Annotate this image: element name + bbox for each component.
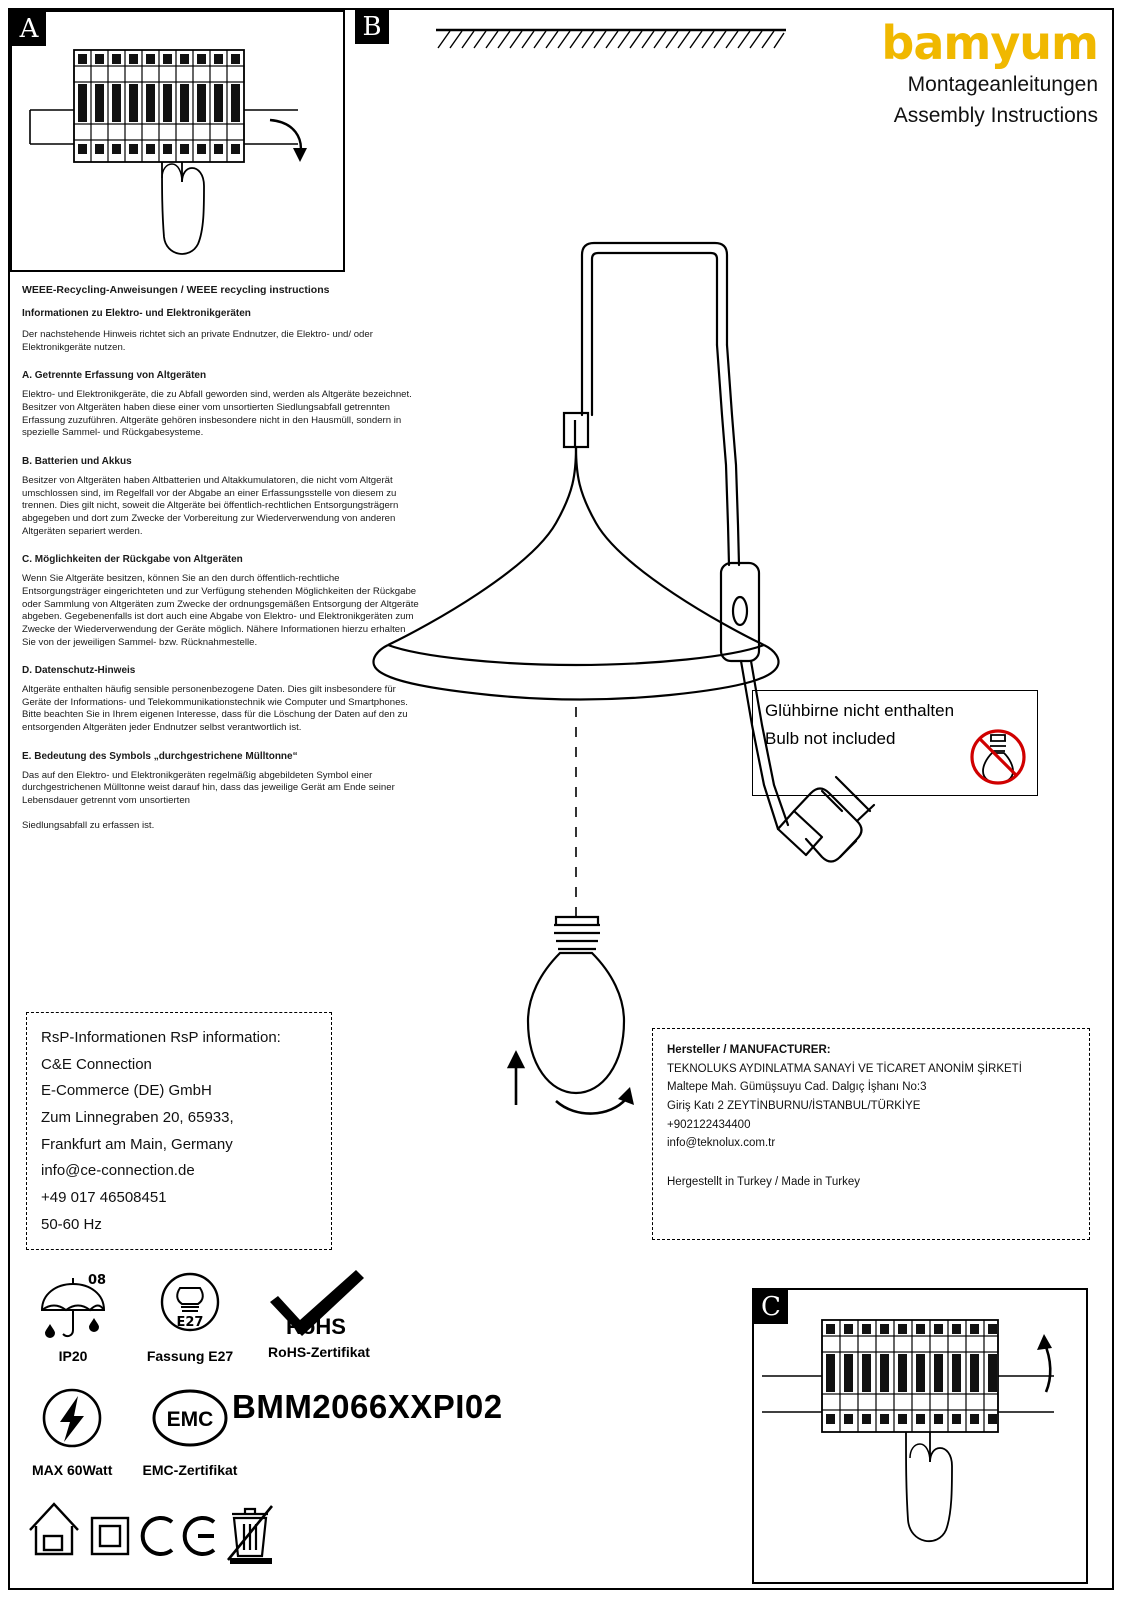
weee-section-d-title: D. Datenschutz-Hinweis <box>22 665 136 677</box>
weee-title: WEEE-Recycling-Anweisungen / WEEE recycling instructions <box>22 284 330 296</box>
rsp-line-4: Frankfurt am Main, Germany <box>41 1135 233 1153</box>
cert-e27-caption: Fassung E27 <box>146 1348 234 1364</box>
weee-section-b-body: Besitzer von Altgeräten haben Altbatterien und Altakkumulatoren, die nicht vom Altgerät umschlossen sind, im Regelfall vor der Abgabe an einer Erfassungsstelle von diesem zu trennen. Dies gilt nicht, soweit die Altgeräte bei öffentlich-rechtlichen Entsorgungsträgern abgegeben und dort zum Zwecke der Vorbereitung zur Wiederverwendung von anderen Altgeräten separiert werden. <box>22 474 399 537</box>
cert-emc-caption: EMC-Zertifikat <box>142 1462 238 1478</box>
svg-text:EMC: EMC <box>166 1408 214 1431</box>
weee-section-a-body: Elektro- und Elektronikgeräte, die zu Abfall geworden sind, werden als Altgeräte bezeichnet. Besitzer von Altgeräten haben diese einer vom unsortierten Siedlungsabfall getrennten Erfassung zuzuführen. Altgeräte gehören insbesondere nicht in den Hausmüll, sondern in spezielle Sammel- und Rückgabesysteme. <box>22 389 412 439</box>
manufacturer-label: Hersteller / MANUFACTURER: <box>667 1044 831 1056</box>
svg-text:08: 08 <box>88 1273 107 1288</box>
certification-icons <box>24 1270 404 1484</box>
manufacturer-box <box>652 1028 1090 1240</box>
lightning-bolt-icon <box>32 1384 112 1456</box>
manufacturer-line-0: TEKNOLUKS AYDINLATMA SANAYİ VE TİCARET ANONİM ŞİRKETİ <box>667 1062 1022 1075</box>
brand-block <box>881 16 1098 128</box>
weee-section-e-body: Das auf den Elektro- und Elektronikgeräten regelmäßig abgebildeten Symbol einer durchgestrichenen Mülltonne weist darauf hin, dass das jeweilige Gerät am Ende seiner Lebensdauer getrennt vom unsortierten <box>22 769 395 807</box>
rsp-line-6: +49 017 46508451 <box>41 1189 167 1207</box>
cert-ip20 <box>28 1270 118 1364</box>
panel-c-terminal-block-drawing <box>754 1290 1086 1582</box>
model-number: BMM2066XXPI02 <box>232 1388 503 1425</box>
bulb-not-included-note <box>752 690 1038 796</box>
brand-subtitle-de: Montageanleitungen <box>907 73 1098 96</box>
rsp-line-2: E-Commerce (DE) GmbH <box>41 1082 212 1100</box>
weee-section-e-body2: Siedlungsabfall zu erfassen ist. <box>22 819 155 831</box>
manufacturer-line-2: Giriş Katı 2 ZEYTİNBURNU/İSTANBUL/TÜRKİYE <box>667 1099 921 1112</box>
weee-section-c-body: Wenn Sie Altgeräte besitzen, können Sie an den durch öffentlich-rechtliche Entsorgungsträger eingerichteten und zur Verfügung stehenden Möglichkeiten der Rückgabe oder Sammlung von Altgeräten zum Zwecke der ordnungsgemäßen Entsorgung der Altgeräte abgeben. Gegebenenfalls ist dort auch eine Abgabe von Elektro- und Elektronikgeräten zum Zwecke der Wiederverwendung der Geräte möglich. Nähere Informationen hierzu erhalten Sie von der jeweiligen Sammel- bzw. Rücknahmestelle. <box>22 573 419 648</box>
ce-mark-icon <box>143 1518 214 1554</box>
class-2-square-icon <box>92 1518 128 1554</box>
cert-max-watt <box>32 1384 112 1478</box>
ceiling-hatch-icon <box>436 28 786 50</box>
weee-section-b-title: B. Batterien und Akkus <box>22 455 132 467</box>
cert-row-1 <box>24 1270 404 1380</box>
weee-section-c-title: C. Möglichkeiten der Rückgabe von Altgeräten <box>22 554 243 566</box>
rsp-line-5: info@ce-connection.de <box>41 1162 195 1180</box>
rsp-line-3: Zum Linnegraben 20, 65933, <box>41 1109 234 1127</box>
weee-section-a-title: A. Getrennte Erfassung von Altgeräten <box>22 370 207 382</box>
umbrella-drops-icon <box>28 1270 118 1342</box>
bulb-note-en: Bulb not included <box>765 729 896 748</box>
checkmark-icon <box>264 1266 374 1338</box>
panel-a-label: A <box>12 12 46 46</box>
manufacturer-line-1: Maltepe Mah. Gümüşsuyu Cad. Dalgıç İşhanı No:3 <box>667 1081 927 1094</box>
lamp-socket-icon <box>144 1270 236 1342</box>
weee-intro: Der nachstehende Hinweis richtet sich an private Endnutzer, die Elektro- und/ oder Elektronikgeräte nutzen. <box>22 329 373 353</box>
panel-c-label: C <box>754 1290 788 1324</box>
panel-a-figure <box>10 10 345 272</box>
panel-a-terminal-block-drawing <box>12 12 343 270</box>
panel-c-figure <box>752 1288 1088 1584</box>
emc-icon <box>142 1384 238 1456</box>
manufacturer-line-3: +902122434400 <box>667 1118 751 1131</box>
cert-rohs <box>264 1266 374 1360</box>
weee-section-e-title: E. Bedeutung des Symbols „durchgestrichene Mülltonne“ <box>22 750 298 762</box>
rsp-information-box <box>26 1012 332 1250</box>
cert-e27 <box>144 1270 236 1364</box>
cert-ip20-caption: IP20 <box>58 1348 88 1364</box>
panel-b-label: B <box>355 10 389 44</box>
bulb-note-de: Glühbirne nicht enthalten <box>765 701 955 720</box>
brand-logo: bamyum <box>881 16 1098 70</box>
indoor-use-icon <box>30 1504 78 1554</box>
rsp-line-1: C&E Connection <box>41 1055 152 1073</box>
bottom-compliance-marks <box>24 1492 274 1568</box>
cert-max-watt-caption: MAX 60Watt <box>32 1462 113 1478</box>
brand-subtitle-en: Assembly Instructions <box>893 104 1098 128</box>
cert-emc <box>142 1384 238 1478</box>
pendant-lamp-drawing <box>370 225 1070 1145</box>
svg-text:RoHS: RoHS <box>286 1314 346 1338</box>
manufacturer-line-4: info@teknolux.com.tr <box>667 1137 776 1150</box>
no-bulb-icon <box>969 719 1027 785</box>
weee-recycling-text <box>22 284 420 844</box>
cert-rohs-caption: RoHS-Zertifikat <box>268 1344 370 1360</box>
rsp-line-0: RsP-Informationen RsP information: <box>41 1029 281 1046</box>
weee-heading-devices: Informationen zu Elektro- und Elektronikgeräten <box>22 308 251 319</box>
weee-section-d-body: Altgeräte enthalten häufig sensible personenbezogene Daten. Dies gilt insbesondere für Geräte der Informations- und Telekommunikationstechnik wie Computer und Smartphones. Bitte beachten Sie in Ihrem eigenen Interesse, dass für die Löschung der Daten auf den zu entsorgenden Altgeräten jeder Endnutzer selbst verantwortlich ist. <box>22 684 408 734</box>
svg-text:E27: E27 <box>176 1315 204 1330</box>
manufacturer-made-in: Hergestellt in Turkey / Made in Turkey <box>667 1175 861 1188</box>
rsp-line-7: 50-60 Hz <box>41 1215 102 1233</box>
